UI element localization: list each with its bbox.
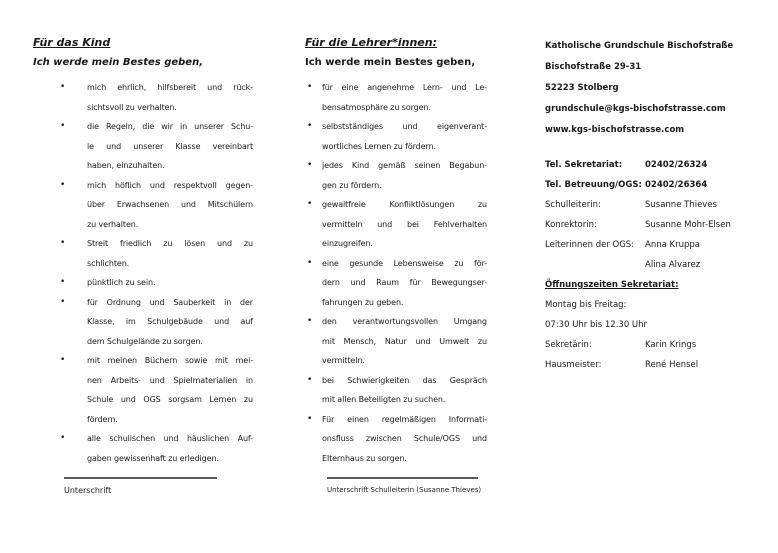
office-hours-heading: Öffnungszeiten Sekretariat: (545, 280, 679, 290)
bullet-line: • mich höflich und respektvoll gegen- (87, 180, 253, 190)
office-hours-line: 07:30 Uhr bis 12.30 Uhr (545, 320, 648, 330)
staff-rows (545, 195, 755, 275)
bullet-item (33, 234, 255, 273)
school-address-line: grundschule@kgs-bischofstrasse.com (545, 104, 726, 114)
contact-row-value: Susanne Thieves (645, 200, 717, 210)
contact-row-value: 02402/26364 (645, 180, 708, 190)
contact-row-value: René Hensel (645, 360, 699, 370)
bullet-line: sichtsvoll zu verhalten. (87, 102, 177, 112)
bullet-item (33, 429, 255, 468)
child-signature-block (64, 477, 255, 495)
bullet-line: • die Regeln, die wir in unserer Schu- (87, 122, 253, 131)
teacher-signature-label: Unterschrift Schulleiterin (Susanne Thieves) (327, 486, 482, 494)
office-hours-line: Montag bis Freitag: (545, 300, 627, 310)
bullet-item (305, 195, 490, 254)
bullet-line: gen zu fördern. (322, 180, 382, 190)
bullet-item (33, 273, 255, 293)
bullet-item (305, 312, 490, 371)
bullet-line: Elternhaus zu sorgen. (322, 453, 407, 463)
contact-row (545, 215, 755, 235)
contact-row-label: Konrektorin: (545, 220, 597, 230)
bullet-line: • selbstständiges und eigenverant- (322, 122, 487, 131)
bullet-item (33, 117, 255, 176)
personnel-rows (545, 335, 755, 375)
bullet-line: schlichten. (87, 258, 130, 268)
bullet-line: • alle schulischen und häuslichen Auf- (87, 434, 253, 443)
bullet-line: le und unserer Klasse vereinbart (87, 141, 253, 151)
contact-row-label: Tel. Sekretariat: (545, 160, 623, 170)
bullet-line: gaben gewissenhaft zu erledigen. (87, 453, 219, 463)
bullet-line: mit Mensch, Natur und Umwelt zu (322, 336, 487, 346)
bullet-item (305, 254, 490, 313)
contact-row-value: Karin Krings (645, 340, 697, 350)
school-address-line: www.kgs-bischofstrasse.com (545, 125, 685, 135)
bullet-line: • für Ordnung und Sauberkeit in der (87, 297, 253, 307)
bullet-line: wortliches Lernen zu fördern. (322, 141, 436, 151)
bullet-line: • gewaltfreie Konfliktlösungen zu (322, 200, 487, 209)
bullet-item (33, 351, 255, 429)
bullet-line: mit allen Beteiligten zu suchen. (322, 395, 446, 404)
contact-row (545, 335, 755, 355)
bullet-line: vermitteln. (322, 356, 365, 365)
contact-row-value: Anna Kruppa (645, 240, 700, 250)
bullet-line: • mich ehrlich, hilfsbereit und rück- (87, 83, 253, 92)
contact-row-label: Leiterinnen der OGS: (545, 240, 635, 250)
contact-row (545, 195, 755, 215)
contact-row-value: Alina Alvarez (645, 260, 701, 270)
contact-row (545, 235, 755, 255)
bullet-item (305, 371, 490, 410)
bullet-line: • pünktlich zu sein. (87, 278, 156, 287)
phone-rows (545, 155, 755, 195)
contact-row-value: 02402/26324 (645, 160, 708, 170)
bullet-line: Klasse, im Schulgebäude und auf (87, 317, 253, 326)
bullet-line: • bei Schwierigkeiten das Gespräch (322, 375, 487, 385)
contact-row-label: Tel. Betreuung/OGS: (545, 180, 642, 190)
contact-row-label: Schulleiterin: (545, 200, 601, 210)
child-section-intro: Ich werde mein Bestes geben, (33, 57, 204, 68)
office-hours-lines (545, 295, 755, 335)
bullet-line: bensatmosphäre zu sorgen. (322, 102, 431, 112)
teacher-signature-line (327, 477, 478, 479)
bullet-line: • mit meinen Büchern sowie mit mei- (87, 356, 253, 365)
school-address-line: 52223 Stolberg (545, 83, 619, 93)
teacher-section-intro: Ich werde mein Bestes geben, (305, 57, 476, 68)
school-address-line: Katholische Grundschule Bischofstraße (545, 41, 734, 51)
section-contact-info (545, 36, 755, 375)
school-address-block (545, 36, 755, 141)
bullet-item (305, 78, 490, 117)
bullet-line: Schule und OGS sorgsam Lernen zu (87, 395, 253, 404)
section-for-teachers (305, 36, 490, 494)
section-for-child (33, 36, 255, 495)
bullet-line: fördern. (87, 414, 118, 424)
bullet-line: • Streit friedlich zu lösen und zu (87, 239, 253, 248)
bullet-line: fahrungen zu geben. (322, 297, 404, 307)
child-signature-line (64, 477, 217, 479)
contact-row (545, 155, 755, 175)
teacher-signature-block (327, 477, 490, 494)
bullet-line: • den verantwortungsvollen Umgang (322, 317, 487, 326)
bullet-line: • Für einen regelmäßigen Informati- (322, 414, 487, 424)
bullet-line: • für eine angenehme Lern- und Le- (322, 83, 487, 92)
bullet-line: über Erwachsenen und Mitschülern (87, 200, 253, 209)
bullet-line: zu verhalten. (87, 219, 139, 229)
child-section-heading: Für das Kind (33, 36, 111, 49)
bullet-line: einzugreifen. (322, 239, 373, 248)
bullet-item (33, 78, 255, 117)
bullet-item (33, 176, 255, 235)
contact-row-label: Sekretärin: (545, 340, 592, 350)
teacher-commitments-list (305, 78, 490, 468)
bullet-line: onsfluss zwischen Schule/OGS und (322, 434, 487, 443)
contact-row (545, 355, 755, 375)
bullet-line: nen Arbeits- und Spielmaterialien in (87, 375, 253, 385)
bullet-line: dern und Raum für Bewegungser- (322, 278, 487, 287)
contact-row-label: Hausmeister: (545, 360, 602, 370)
child-commitments-list (33, 78, 255, 468)
bullet-item (305, 410, 490, 469)
contact-row (545, 255, 755, 275)
bullet-line: vermitteln und bei Fehlverhalten (322, 219, 487, 229)
bullet-line: haben, einzuhalten. (87, 161, 165, 170)
teacher-section-heading: Für die Lehrer*innen: (305, 36, 437, 49)
child-signature-label: Unterschrift (64, 486, 112, 495)
bullet-item (305, 156, 490, 195)
bullet-line: • jedes Kind gemäß seinen Begabun- (322, 161, 487, 170)
contact-row (545, 175, 755, 195)
bullet-item (305, 117, 490, 156)
contact-row-value: Susanne Mohr-Elsen (645, 220, 731, 230)
bullet-line: • eine gesunde Lebensweise zu för- (322, 258, 487, 268)
bullet-item (33, 293, 255, 352)
bullet-line: dem Schulgelände zu sorgen. (87, 336, 203, 346)
school-address-line: Bischofstraße 29-31 (545, 62, 642, 72)
